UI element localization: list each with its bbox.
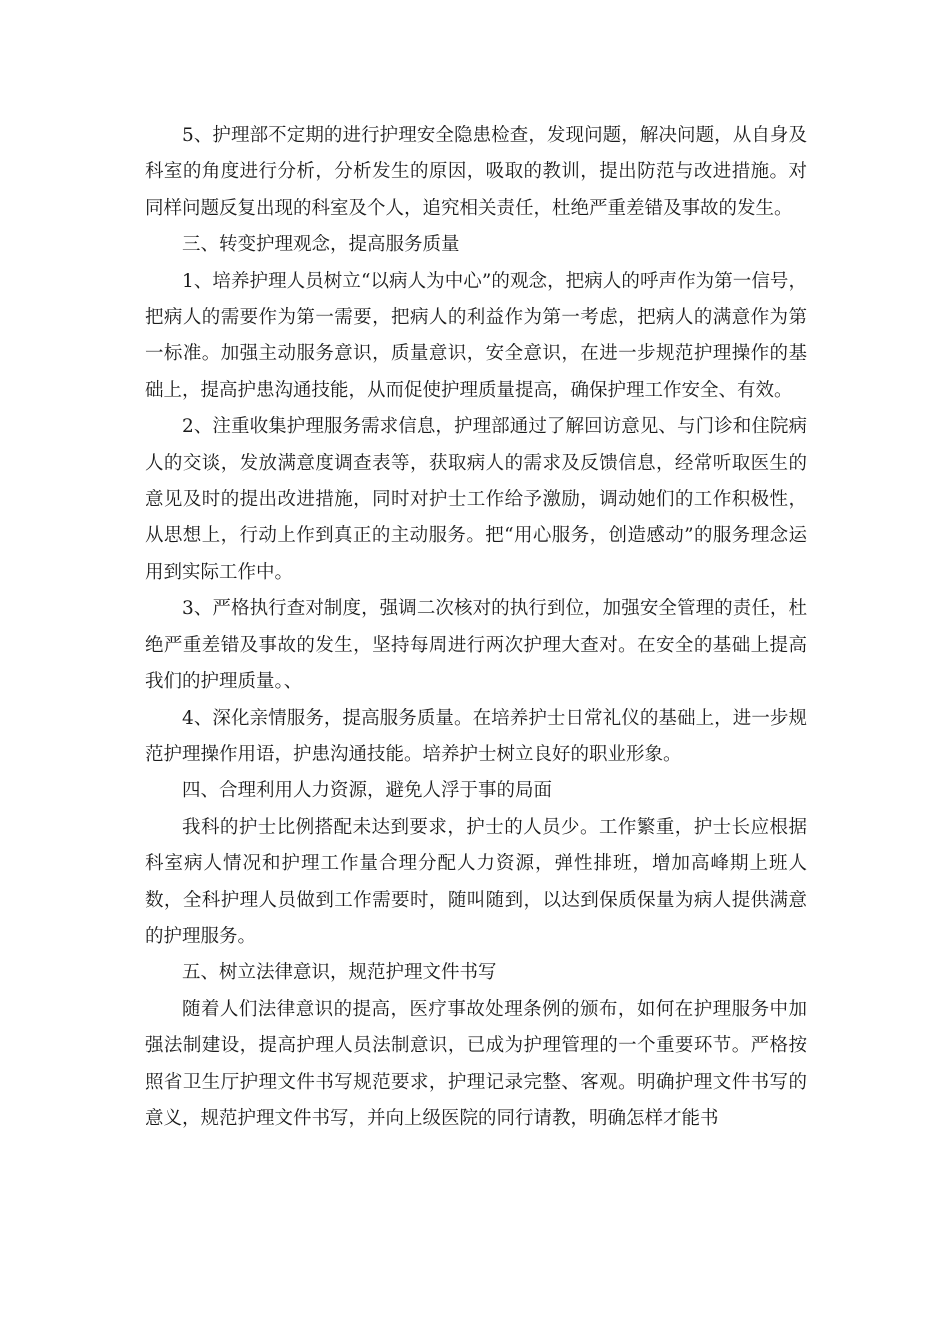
paragraph-item-2: 2、注重收集护理服务需求信息，护理部通过了解回访意见、与门诊和住院病人的交谈，发放满意度调查表等，获取病人的需求及反馈信息，经常听取医生的意见及时的提出改进措施，同时对护士工作给予激励，调动她们的工作积极性，从思想上，行动上作到真正的主动服务。把“用心服务，创造感动”的服务理念运用到实际工作中。 xyxy=(145,416,807,583)
document-body xyxy=(145,118,807,1137)
paragraph-staffing: 我科的护士比例搭配未达到要求，护士的人员少。工作繁重，护士长应根据科室病人情况和护理工作量合理分配人力资源，弹性排班，增加高峰期上班人数，全科护理人员做到工作需要时，随叫随到，以达到保质保量为病人提供满意的护理服务。 xyxy=(145,816,807,947)
paragraph-item-4: 4、深化亲情服务，提高服务质量。在培养护士日常礼仪的基础上，进一步规范护理操作用语，护患沟通技能。培养护士树立良好的职业形象。 xyxy=(145,707,807,765)
section-heading-5: 五、树立法律意识，规范护理文件书写 xyxy=(182,962,497,984)
section-heading-4: 四、合理利用人力资源，避免人浮于事的局面 xyxy=(182,780,553,802)
paragraph-item-5: 5、护理部不定期的进行护理安全隐患检查，发现问题，解决问题，从自身及科室的角度进行分析，分析发生的原因，吸取的教训，提出防范与改进措施。对同样问题反复出现的科室及个人，追究相关责任，杜绝严重差错及事故的发生。 xyxy=(145,125,807,219)
paragraph-item-3: 3、严格执行查对制度，强调二次核对的执行到位，加强安全管理的责任，杜绝严重差错及事故的发生，坚持每周进行两次护理大查对。在安全的基础上提高我们的护理质量。、 xyxy=(145,598,807,693)
paragraph-item-1: 1、培养护理人员树立“以病人为中心”的观念，把病人的呼声作为第一信号，把病人的需要作为第一需要，把病人的利益作为第一考虑，把病人的满意作为第一标准。加强主动服务意识，质量意识，安全意识，在进一步规范护理操作的基础上，提高护患沟通技能，从而促使护理质量提高，确保护理工作安全、有效。 xyxy=(145,270,807,401)
section-heading-3: 三、转变护理观念，提高服务质量 xyxy=(182,234,460,256)
paragraph-legal: 随着人们法律意识的提高，医疗事故处理条例的颁布，如何在护理服务中加强法制建设，提高护理人员法制意识，已成为护理管理的一个重要环节。严格按照省卫生厅护理文件书写规范要求，护理记录完整、客观。明确护理文件书写的意义，规范护理文件书写，并向上级医院的同行请教，明确怎样才能书 xyxy=(145,998,807,1129)
